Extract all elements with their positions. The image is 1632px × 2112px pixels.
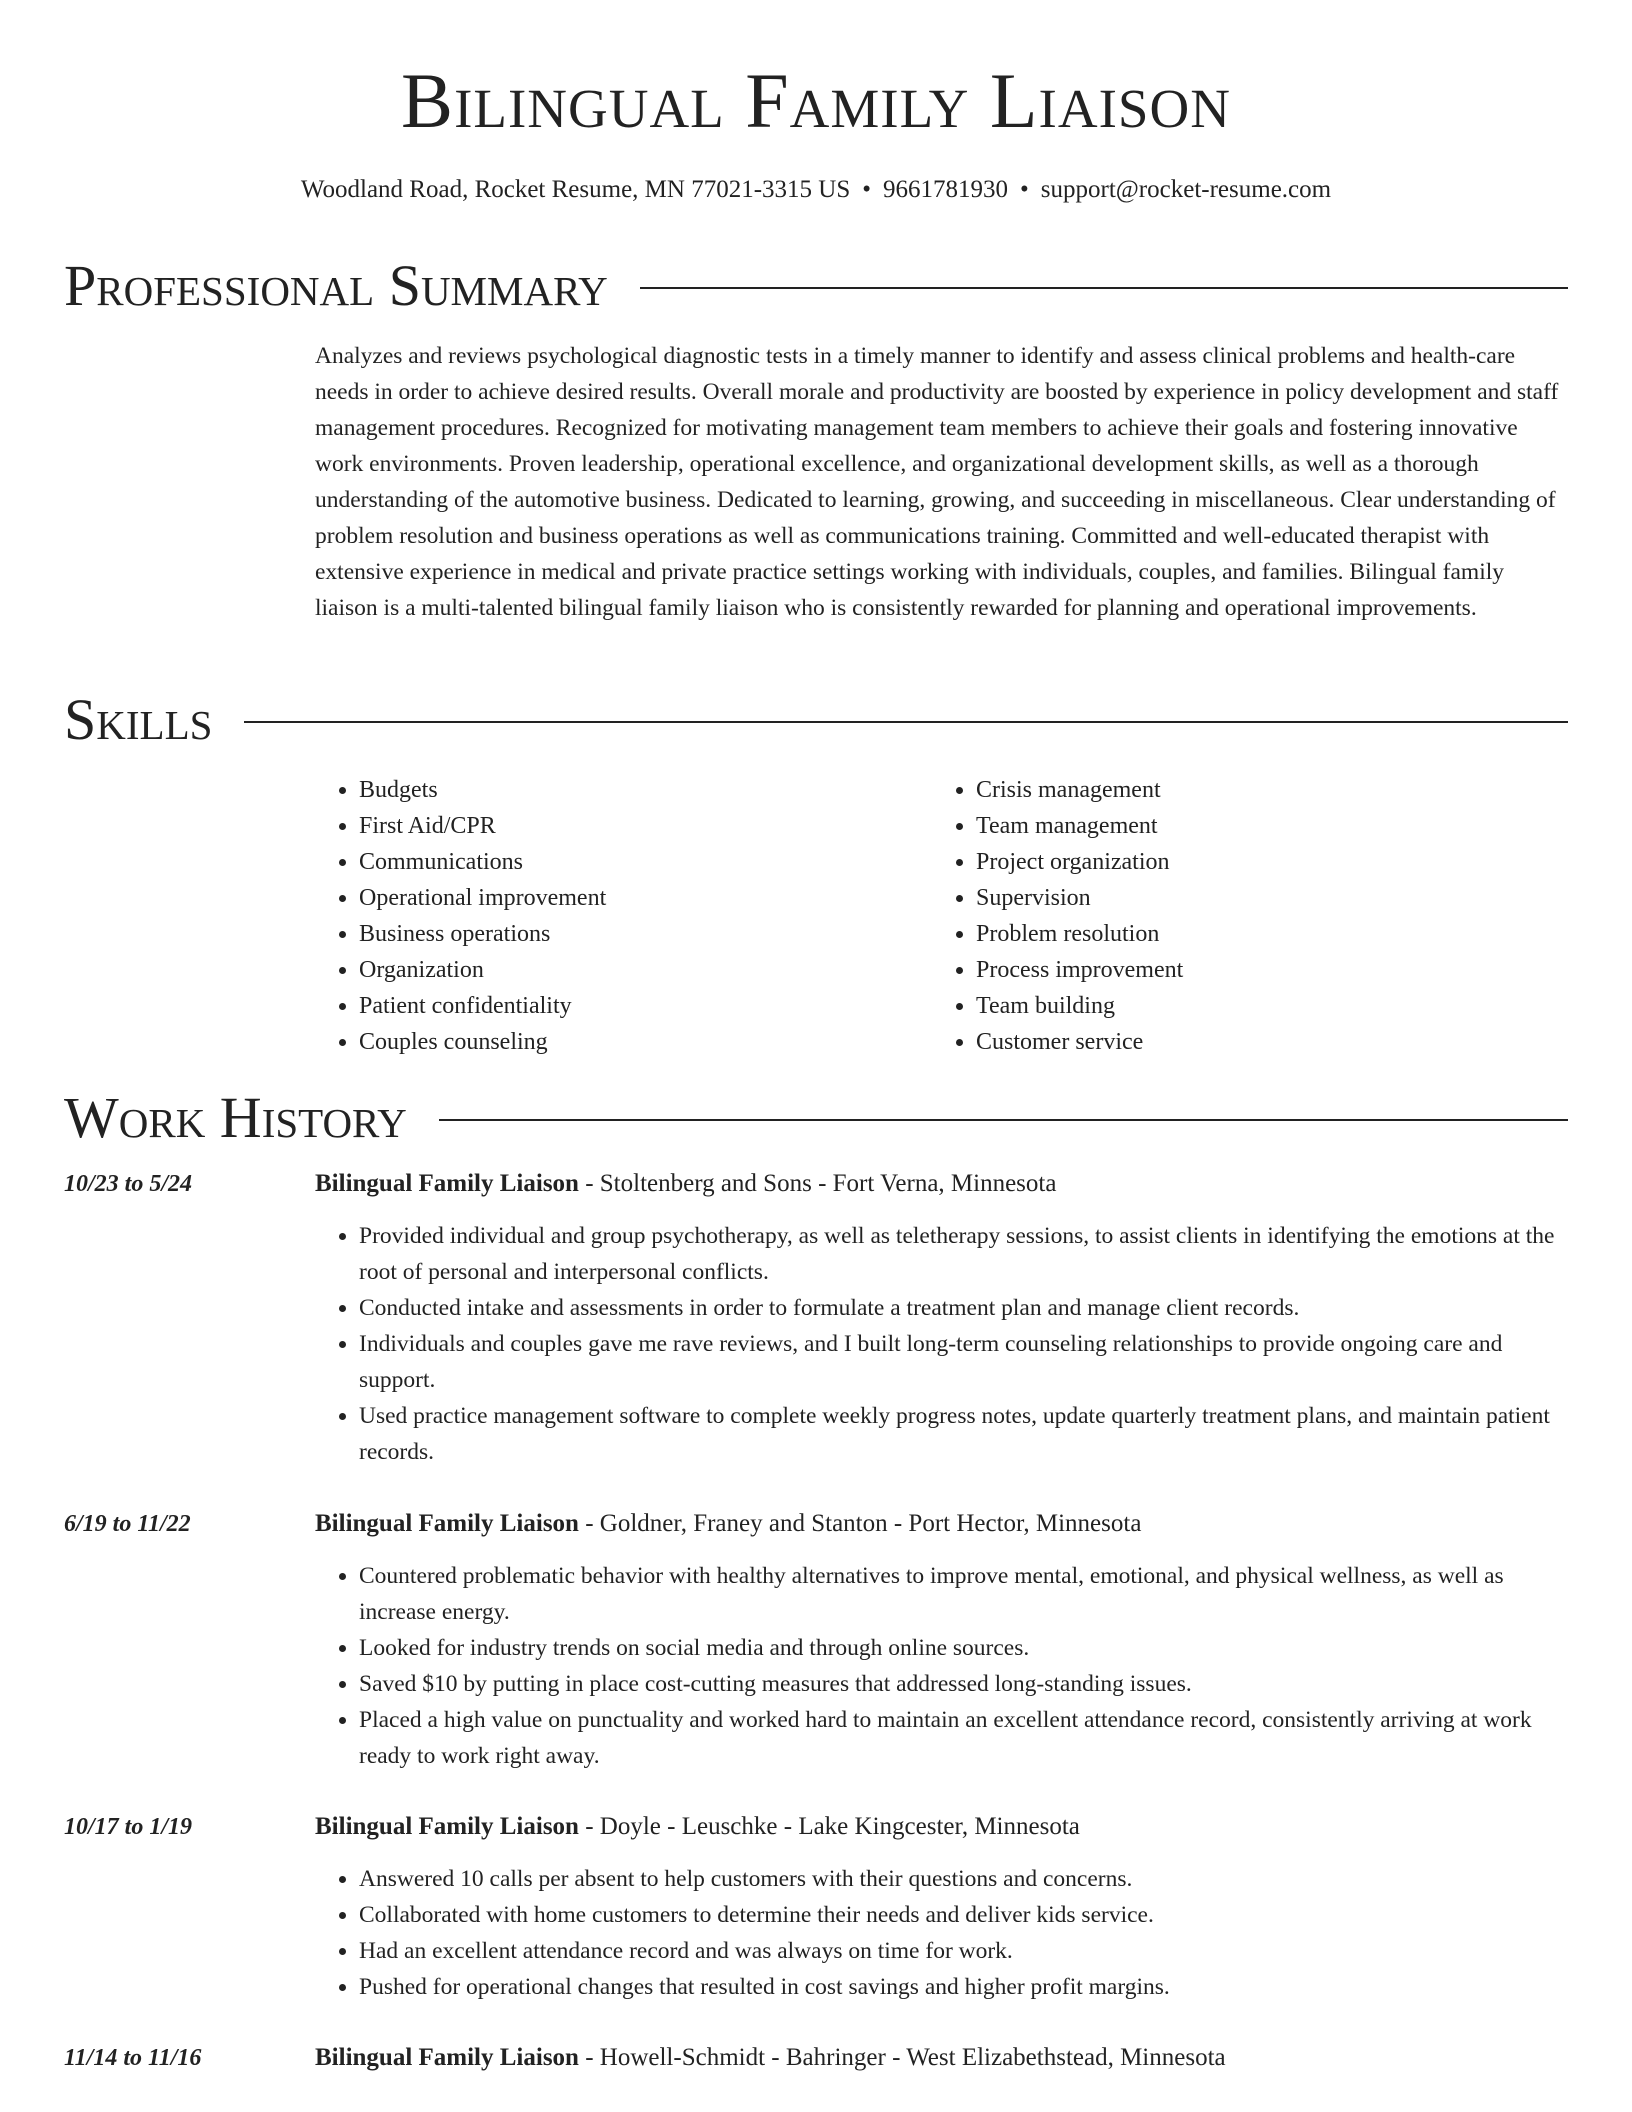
resume-name: Bilingual Family Liaison [401, 57, 1231, 144]
skill-item: • Patient confidentiality [359, 988, 932, 1024]
contact-email: support@rocket-resume.com [1040, 176, 1332, 203]
contact-separator: • [862, 176, 872, 203]
job-bullet: • Saved $10 by putting in place cost-cutting measures that addressed long-standing issues. [359, 1666, 1568, 1702]
work-heading: Work History [64, 1085, 407, 1150]
contact-line [0, 176, 1632, 204]
skill-item: • Communications [359, 844, 932, 880]
skill-item: • Team building [976, 988, 1549, 1024]
section-divider [640, 287, 1568, 289]
job-bullet: • Individuals and couples gave me rave reviews, and I built long-term counseling relationships to provide ongoing care and support. [359, 1326, 1568, 1398]
skill-item: • Business operations [359, 916, 932, 952]
skill-item: • Couples counseling [359, 1024, 932, 1060]
skill-item: • Crisis management [976, 772, 1549, 808]
summary-heading: Professional Summary [64, 253, 608, 318]
skill-item: • Problem resolution [976, 916, 1549, 952]
contact-phone: 9661781930 [883, 176, 1009, 203]
skill-item: • Operational improvement [359, 880, 932, 916]
skills-section-header [64, 687, 1568, 752]
job-dates: 6/19 to 11/22 [64, 1511, 191, 1537]
job-heading [315, 1809, 1080, 1845]
job-heading [315, 1506, 1141, 1542]
job-employer: - Doyle - Leuschke - Lake Kingcester, Minnesota [578, 1813, 1080, 1840]
job-bullet: • Provided individual and group psychotherapy, as well as teletherapy sessions, to assist clients in identifying the emotions at the root of personal and interpersonal conflicts. [359, 1218, 1568, 1290]
job-bullets [315, 1558, 1568, 1774]
work-section-header [64, 1085, 1568, 1150]
skill-item: • Team management [976, 808, 1549, 844]
summary-section-header [64, 253, 1568, 318]
job-heading [315, 1166, 1056, 1202]
skill-item: • Budgets [359, 772, 932, 808]
skill-item: • Organization [359, 952, 932, 988]
skills-column-left [315, 772, 932, 1060]
summary-text: Analyzes and reviews psychological diagnostic tests in a timely manner to identify and assess clinical problems and health-care needs in order to achieve desired results. Overall morale and productivity are boosted by experience in policy development and staff management procedures. Recognized for motivating management team members to achieve their goals and fostering innovative work environments. Proven leadership, operational excellence, and organizational development skills, as well as a thorough understanding of the automotive business. Dedicated to learning, growing, and succeeding in miscellaneous. Clear understanding of problem resolution and business operations as well as communications training. Committed and well-educated therapist with extensive experience in medical and private practice settings working with individuals, couples, and families. Bilingual family liaison is a multi-talented bilingual family liaison who is consistently rewarded for planning and operational improvements. [315, 343, 1559, 621]
skill-item: • Customer service [976, 1024, 1549, 1060]
job-bullet: • Pushed for operational changes that resulted in cost savings and higher profit margins. [359, 1969, 1568, 2005]
job-bullet: • Conducted intake and assessments in order to formulate a treatment plan and manage client records. [359, 1290, 1568, 1326]
skills-column-right [932, 772, 1549, 1060]
job-bullet: • Collaborated with home customers to determine their needs and deliver kids service. [359, 1897, 1568, 1933]
job-dates: 10/23 to 5/24 [64, 1171, 193, 1197]
skill-item: • First Aid/CPR [359, 808, 932, 844]
job-bullet: • Had an excellent attendance record and was always on time for work. [359, 1933, 1568, 1969]
job-bullet: • Answered 10 calls per absent to help customers with their questions and concerns. [359, 1861, 1568, 1897]
job-employer: - Howell-Schmidt - Bahringer - West Elizabethstead, Minnesota [578, 2044, 1226, 2071]
job-title: Bilingual Family Liaison [315, 1170, 579, 1197]
job-dates: 11/14 to 11/16 [64, 2045, 202, 2071]
skills-heading: Skills [64, 687, 213, 752]
section-divider [244, 721, 1568, 723]
job-employer: - Stoltenberg and Sons - Fort Verna, Minnesota [578, 1170, 1057, 1197]
contact-address: Woodland Road, Rocket Resume, MN 77021-3315 US [300, 176, 851, 203]
job-bullet: • Countered problematic behavior with healthy alternatives to improve mental, emotional, and physical wellness, as well as increase energy. [359, 1558, 1568, 1630]
job-title: Bilingual Family Liaison [315, 2044, 579, 2071]
skill-item: • Process improvement [976, 952, 1549, 988]
job-bullet: • Used practice management software to complete weekly progress notes, update quarterly treatment plans, and maintain patient records. [359, 1398, 1568, 1470]
skill-item: • Supervision [976, 880, 1549, 916]
job-employer: - Goldner, Franey and Stanton - Port Hector, Minnesota [578, 1510, 1142, 1537]
job-bullets [315, 1218, 1568, 1470]
job-heading [315, 2040, 1226, 2076]
job-bullet: • Looked for industry trends on social media and through online sources. [359, 1630, 1568, 1666]
job-bullets [315, 1861, 1568, 2005]
section-divider [439, 1119, 1568, 1121]
job-title: Bilingual Family Liaison [315, 1510, 579, 1537]
job-title: Bilingual Family Liaison [315, 1813, 579, 1840]
skill-item: • Project organization [976, 844, 1549, 880]
job-bullet: • Placed a high value on punctuality and worked hard to maintain an excellent attendance record, consistently arriving at work ready to work right away. [359, 1702, 1568, 1774]
skills-list [315, 772, 1560, 1060]
job-dates: 10/17 to 1/19 [64, 1814, 193, 1840]
contact-separator: • [1020, 176, 1029, 203]
